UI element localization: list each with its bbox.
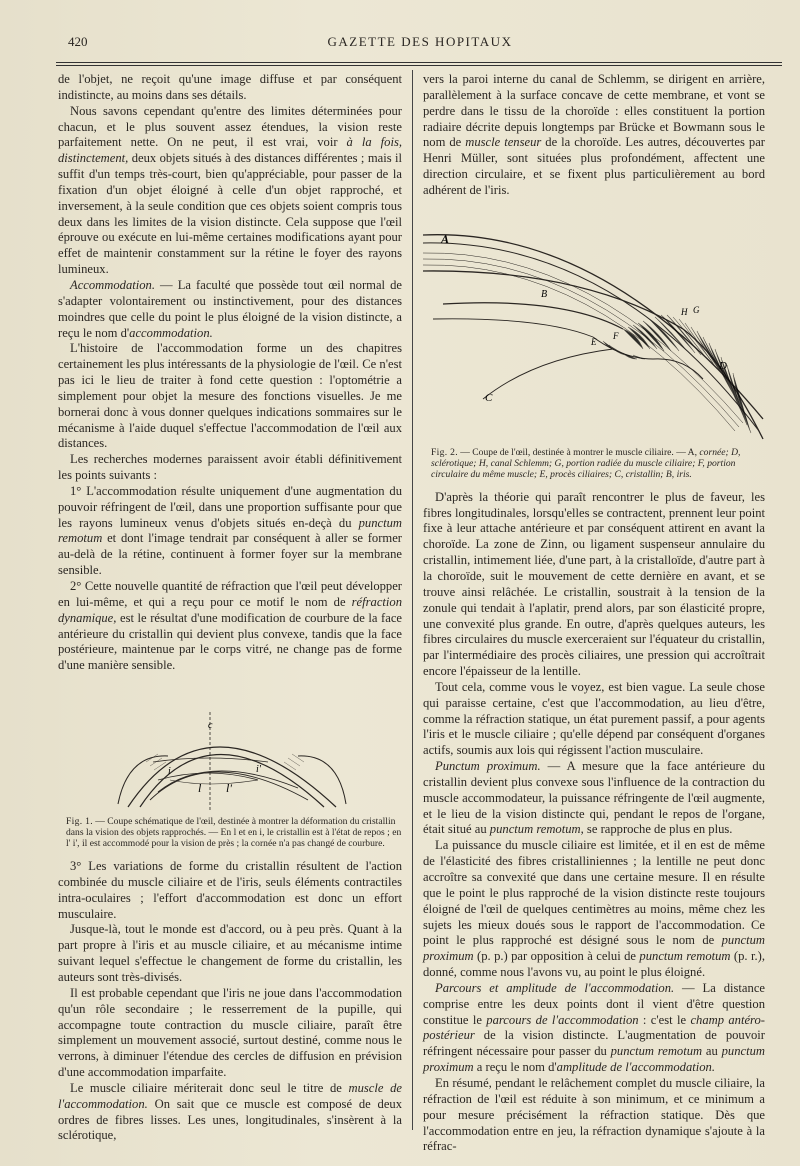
emphasis: punctum remotum xyxy=(639,949,731,964)
right-column xyxy=(423,72,765,1155)
fig2-label-G: G xyxy=(693,304,700,315)
emphasis: punctum proximum xyxy=(423,933,765,964)
caption-lead: Fig. 2. xyxy=(431,446,458,458)
emphasis: punctum remotum xyxy=(610,1044,703,1059)
text: — A mesure que la face antérieure du cristallin devient plus convexe sous l'influence de la contraction du muscle accommodateur, la puissance réfringente de l'œil augmente, et le lieu de la vision distincte qui, pendant le repos de l'organe, était situé au xyxy=(423,759,765,837)
column-divider xyxy=(412,70,413,1130)
text: deux objets situés à des distances différentes ; mais il suffit d'un temps très-court, bien qu'appréciable, pour passer de la fixation d'un objet éloigné à celle d'un objet rapproché, et inversement, à la seule condition que ces objets soient compris tous deux dans les limites de la vision distincte. Cela suppose que l'œil éprouve ou exécute en lui-même certaines modifications ayant pour effet de maintenir constamment sur la rétine le foyer des rayons lumineux. xyxy=(58,151,402,277)
fig1-label-i: i xyxy=(168,766,171,778)
paragraph: 3° Les variations de forme du cristallin résultent de l'action combinée du muscle ciliaire et de l'iris, seuls éléments contractiles intra-oculaires ; l'effort d'accommodation est donc un effort musculaire. xyxy=(58,859,402,921)
caption-text: — Coupe de l'œil, destinée à montrer le muscle ciliaire. — A, xyxy=(457,446,700,458)
emphasis: parcours de l'accommodation xyxy=(486,1012,639,1027)
emphasis: punctum remotum, xyxy=(489,822,584,837)
page-number: 420 xyxy=(68,34,88,49)
paragraph: L'histoire de l'accommodation forme un des chapitres certainement les plus intéressants de la physiologie de l'œil. Ce n'est pas ici le lieu de traiter à fond cette question : l'optométrie a simplement pour objet la mesure des fonctions visuelles. Je me bornerai donc à vous donner quelques indications sommaires sur le mécanisme à l'aide duquel s'effectue l'accommodation de l'œil aux distances. xyxy=(58,341,402,451)
paragraph xyxy=(58,579,402,674)
text: — La faculté que possède tout œil normal de s'adapter volontairement ou instinctivement, pour des distances moindres que celle du point le plus éloigné de la vision distincte, a reçu le nom d' xyxy=(58,277,402,340)
caption-legend: cornée; D, sclérotique; H, canal Schlemm; G, portion radiée du muscle ciliaire; F, portion circulaire du même muscle; E, procès ciliaires; C, cristallin; B, iris. xyxy=(431,446,741,480)
section-title: Punctum proximum. xyxy=(435,759,541,774)
text: se rapproche de plus en plus. xyxy=(583,822,733,837)
figure-2-ciliary-muscle xyxy=(423,209,765,441)
text: de la vision distincte. L'augmentation de pouvoir réfringent nécessaire pour passer du xyxy=(423,1028,765,1059)
text: et dont l'image tendrait par conséquent à aller se former au-delà de la rétine, continuent à former foyer sur la membrane sensible. xyxy=(58,531,402,578)
paragraph xyxy=(423,838,765,981)
emphasis: réfraction dynamique, xyxy=(58,594,402,625)
header-rule xyxy=(56,62,782,63)
paragraph xyxy=(58,278,402,341)
text: a reçu le nom d' xyxy=(473,1060,557,1075)
paragraph xyxy=(58,1081,402,1144)
figure-1-eye-section xyxy=(58,692,402,810)
text: La puissance du muscle ciliaire est limitée, et il en est de même de l'élasticité des fibres cristalliniennes ; la lentille ne peut donc accroître sa convexité que dans une certaine mesure. Il en résulte que le point le plus rapproché de la vision distincte reste toujours éloigné de l'œil de quelques centimètres au moins, même chez les sujets les mieux doués sous le rapport de l'accommodation. Ce point le plus rapproché est désigné sous le nom de xyxy=(423,838,765,948)
fig2-label-F: F xyxy=(613,330,619,341)
emphasis: accommodation. xyxy=(129,325,213,340)
paragraph xyxy=(423,981,765,1076)
running-head: GAZETTE DES HOPITAUX xyxy=(327,34,513,49)
fig2-label-H: H xyxy=(681,306,688,317)
figure-1-caption xyxy=(66,816,402,849)
emphasis: muscle tenseur xyxy=(465,135,542,150)
paragraph: Tout cela, comme vous le voyez, est bien vague. La seule chose qui paraisse certaine, c'est que l'accommodation, au lieu d'être, comme la réfraction statique, un état purement passif, a pour agents l'iris et le muscle ciliaire ; qu'elle dépend par conséquent d'organes actifs, soumis aux lois qui régissent l'action musculaire. xyxy=(423,679,765,758)
text: : c'est le xyxy=(638,1012,691,1027)
fig2-label-B: B xyxy=(541,288,548,300)
emphasis: punctum remotum xyxy=(58,515,402,546)
paragraph xyxy=(58,484,402,579)
emphasis: muscle de l'accommodation. xyxy=(58,1080,402,1111)
section-title: Accommodation. xyxy=(70,277,155,292)
paragraph xyxy=(423,72,765,199)
emphasis: champ antéro-postérieur xyxy=(423,1012,765,1043)
text: 1° L'accommodation résulte uniquement d'une augmentation du pouvoir réfringent de l'œil, dans une proportion suffisante pour que les rayons lumineux venus d'objets situés en-deçà du xyxy=(58,483,402,530)
paragraph xyxy=(58,104,402,278)
paragraph xyxy=(423,759,765,838)
text: (p. r.), donné, comme nous l'avons vu, au point le plus éloigné. xyxy=(423,949,765,980)
emphasis: amplitude de l'accommodation. xyxy=(556,1060,715,1075)
fig1-label-i-prime: i' xyxy=(256,764,261,776)
paragraph: Il est probable cependant que l'iris ne joue dans l'accommodation qu'un rôle secondaire ; le resserrement de la pupille, qui accompagne toute contraction du muscle ciliaire, paraît être simplement un mouvement associé, surtout destiné, comme nous le verrons, à diminuer l'étendue des cercles de diffusion en prévision d'une accommodation imparfaite. xyxy=(58,985,402,1080)
fig2-label-D: D xyxy=(719,359,727,372)
text: Le muscle ciliaire mériterait donc seul le titre de xyxy=(70,1080,349,1095)
fig2-label-E: E xyxy=(591,336,597,347)
page-header xyxy=(58,30,782,52)
eye-section-diagram xyxy=(58,692,402,810)
text: de la choroïde. Les autres, découvertes par Henri Müller, sont situées plus profondément, affectent une direction circulaire, et se fixent plus particulièrement au bord adhérent de l'iris. xyxy=(423,135,765,197)
figure-2-caption xyxy=(431,447,765,480)
paragraph: Jusque-là, tout le monde est d'accord, ou à peu près. Quant à la part propre à l'iris et au muscle ciliaire, et au mécanisme intime suivant lequel s'effectue le changement de forme du cristallin, les auteurs sont très-divisés. xyxy=(58,922,402,984)
header-rule-2 xyxy=(56,65,782,66)
paragraph: D'après la théorie qui paraît rencontrer le plus de faveur, les fibres longitudinales, lorsqu'elles se contractent, prennent leur point fixe à leur attache antérieure et par conséquent attirent en avant la choroïde. La zone de Zinn, ou ligament suspenseur annulaire du cristallin, intimement liée, d'une part, à la cristalloïde, d'autre part à la choroïde, suit le mouvement de cette dernière en avant, et se trouve ainsi relâchée. Le cristallin, soustrait à la tension de la zonule qui tendait à l'aplatir, prend alors, par son élasticité propre, une convexité plus grande. En outre, d'après quelques auteurs, les fibres circulaires du muscle exerceraient sur l'équateur du cristallin, par l'intermédiaire des procès ciliaires, une pression qui accroîtrait encore l'épaisseur de la lentille. xyxy=(423,489,765,679)
section-title: Parcours et amplitude de l'accommodation. xyxy=(435,980,675,995)
text: Nous savons cependant qu'entre des limites déterminées pour chacun, et le plus souvent assez étendues, la vision reste parfaitement nette. On ne peut, il est vrai, voir xyxy=(58,103,402,150)
fig1-label-c: c xyxy=(208,720,213,732)
paragraph: En résumé, pendant le relâchement complet du muscle ciliaire, la réfraction de l'œil est réduite à son minimum, et ce minimum a pour mesure précisément la réfraction statique. Dès que l'accommodation entre en jeu, la réfraction dynamique s'ajoute à la réfrac- xyxy=(423,1075,765,1154)
text: au xyxy=(702,1044,722,1059)
paragraph: de l'objet, ne reçoit qu'une image diffuse et par conséquent indistincte, au moins dans ses détails. xyxy=(58,72,402,102)
text: vers la paroi interne du canal de Schlemm, se dirigent en arrière, parallèlement à la surface concave de cette membrane, et vont se perdre dans le tissu de la choroïde : elles constituent la portion radiaire décrite depuis longtemps par Brücke et Bowmann sous le nom de xyxy=(423,72,765,150)
emphasis: à la fois, distinctement, xyxy=(58,135,403,166)
ciliary-muscle-diagram xyxy=(423,209,765,441)
left-column xyxy=(58,72,402,1144)
paragraph: Les recherches modernes paraissent avoir établi définitivement les points suivants : xyxy=(58,452,402,483)
fig2-label-A: A xyxy=(441,231,450,246)
text: (p. p.) par opposition à celui de xyxy=(473,949,640,964)
text: est le résultat d'une modification de courbure de la face antérieure du cristallin qui devient plus convexe, tandis que la face postérieure, maintenue par le corps vitré, ne change pas de forme d'une manière sensible. xyxy=(58,610,402,673)
caption-lead: Fig. 1. xyxy=(66,816,93,828)
emphasis: punctum proximum xyxy=(423,1044,765,1075)
text: 2° Cette nouvelle quantité de réfraction que l'œil peut développer en lui-même, et qui a reçu pour ce motif le nom de xyxy=(58,579,402,609)
text: On sait que ce muscle est composé de deux ordres de fibres lisses. Les unes, longitudinales, s'insèrent à la sclérotique, xyxy=(58,1096,402,1143)
fig2-label-C: C xyxy=(485,391,493,404)
fig1-label-l: l xyxy=(198,781,202,796)
caption-text: — Coupe schématique de l'œil, destinée à montrer la déformation du cristallin dans la vision des objets rapprochés. — En l et en i, le cristallin est à l'état de repos ; en l' i', il est accommodé pour la vision de près ; la cornée n'a pas changé de courbure. xyxy=(66,816,402,850)
fig1-label-l-prime: l' xyxy=(226,781,232,796)
text: — La distance comprise entre les deux points dont il vient d'être question constitue le xyxy=(423,980,765,1027)
